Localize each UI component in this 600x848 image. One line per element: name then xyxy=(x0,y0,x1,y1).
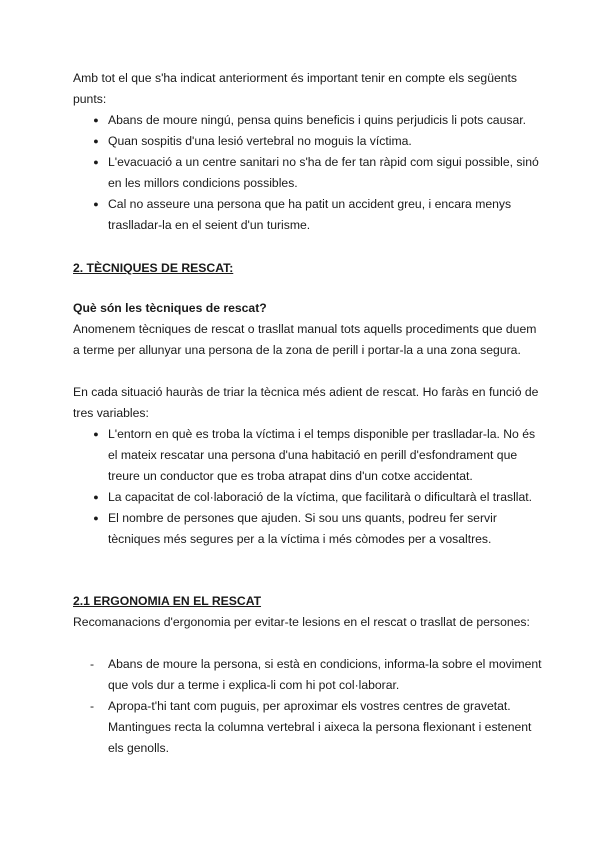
list-item: ● El nombre de persones que ajuden. Si sou uns quants, podreu fer servir tècniques més segures per a la víctima i més còmodes per a vosaltres. xyxy=(93,508,543,550)
bullet-marker: ● xyxy=(93,136,99,146)
dash-marker: - xyxy=(90,657,95,671)
dash-marker: - xyxy=(90,699,95,713)
bullet-marker: ● xyxy=(93,492,99,502)
bullet-marker: ● xyxy=(93,199,99,209)
list-item: ● Cal no asseure una persona que ha patit un accident greu, i encara menys traslladar-la en el seient d'un turisme. xyxy=(93,194,543,236)
section-paragraph: En cada situació hauràs de triar la tècnica més adient de rescat. Ho faràs en funció de tres variables: xyxy=(73,385,539,420)
bullet-marker: ● xyxy=(93,157,99,167)
intro-paragraph: Amb tot el que s'ha indicat anteriorment és important tenir en compte els següents punts: xyxy=(73,71,518,106)
ergonomics-dash-list xyxy=(90,654,543,759)
bullet-marker: ● xyxy=(93,429,99,439)
list-item: - Apropa-t'hi tant com puguis, per aproximar els vostres centres de gravetat. Mantingues recta la columna vertebral i aixeca la persona flexionant i estenent els genolls. xyxy=(93,696,543,759)
subsection-heading: 2.1 ERGONOMIA EN EL RESCAT xyxy=(73,594,262,608)
list-item: ● Abans de moure ningú, pensa quins beneficis i quins perjudicis li pots causar. xyxy=(93,110,543,131)
bullet-marker: ● xyxy=(93,115,99,125)
list-item: ● Quan sospitis d'una lesió vertebral no moguis la víctima. xyxy=(93,131,543,152)
section-subheading: Què són les tècniques de rescat? xyxy=(73,301,267,315)
list-item: ● L'evacuació a un centre sanitari no s'ha de fer tan ràpid com sigui possible, sinó en les millors condicions possibles. xyxy=(93,152,543,194)
list-item: ● L'entorn en què es troba la víctima i el temps disponible per traslladar-la. No és el mateix rescatar una persona d'una habitació en perill d'esfondrament que treure un conductor que es troba atrapat dins d'un cotxe accidentat. xyxy=(93,424,543,487)
section-heading: 2. TÈCNIQUES DE RESCAT: xyxy=(73,261,234,275)
list-item: ● La capacitat de col·laboració de la víctima, que facilitarà o dificultarà el trasllat. xyxy=(93,487,543,508)
subsection-intro: Recomanacions d'ergonomia per evitar-te lesions en el rescat o trasllat de persones: xyxy=(73,615,530,629)
list-item: - Abans de moure la persona, si està en condicions, informa-la sobre el moviment que vols dur a terme i explica-li com hi pot col·laborar. xyxy=(93,654,543,696)
section-paragraph: Anomenem tècniques de rescat o trasllat manual tots aquells procediments que duem a terme per allunyar una persona de la zona de perill i portar-la a una zona segura. xyxy=(73,322,537,357)
bullet-marker: ● xyxy=(93,513,99,523)
intro-bullet-list xyxy=(93,110,543,236)
variables-bullet-list xyxy=(93,424,543,550)
